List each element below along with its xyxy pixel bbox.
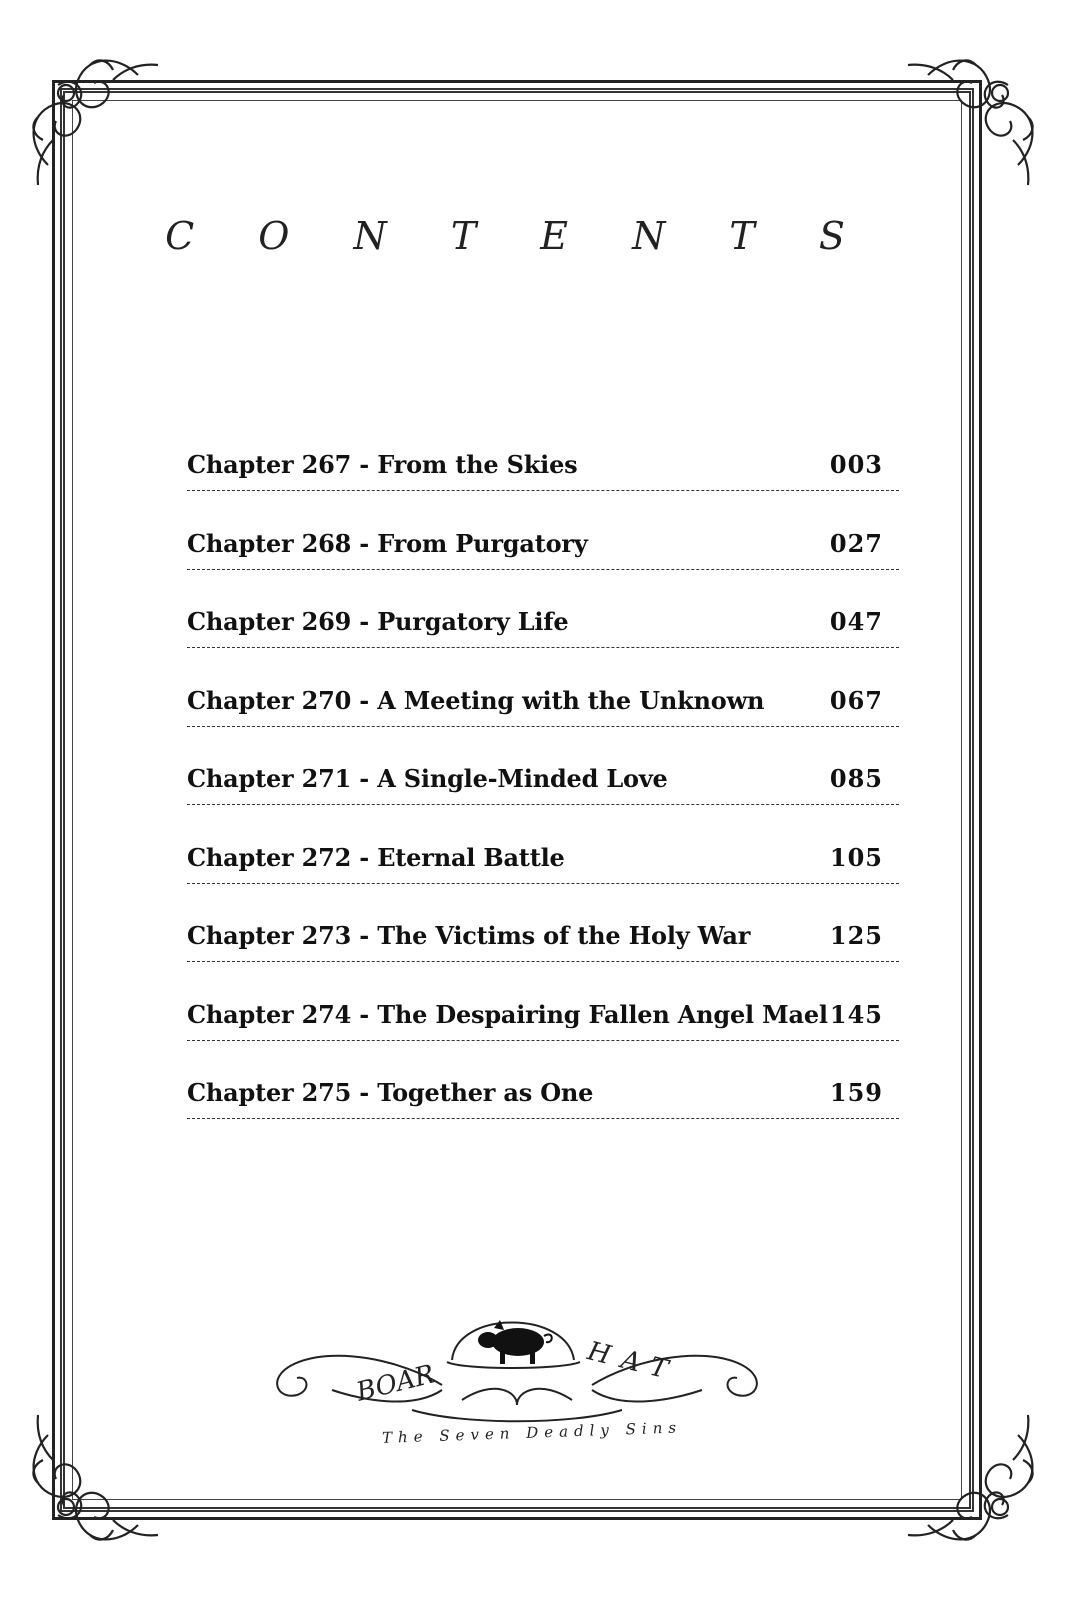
- toc-entry: [187, 684, 899, 763]
- baroque-scroll-icon: [18, 45, 168, 195]
- baroque-scroll-icon: [898, 1405, 1048, 1555]
- page-number: 085: [829, 764, 883, 793]
- page-number: 047: [829, 607, 883, 636]
- page-number: 105: [829, 842, 883, 872]
- dashed-leader: [187, 726, 899, 727]
- toc-entry: [187, 998, 899, 1077]
- chapter-label: Chapter 275 - Together as One: [187, 1078, 594, 1107]
- page-number: 067: [829, 685, 883, 715]
- page-number: 159: [829, 1078, 883, 1107]
- dashed-leader: [187, 490, 899, 491]
- dashed-leader: [187, 804, 899, 805]
- table-of-contents: [187, 448, 899, 1155]
- dashed-leader: [187, 569, 899, 570]
- chapter-label: Chapter 274 - The Despairing Fallen Angel Mael: [187, 999, 828, 1029]
- logo-subtitle: The Seven Deadly Sins: [381, 1418, 683, 1447]
- toc-entry: [187, 448, 899, 527]
- chapter-label: Chapter 273 - The Victims of the Holy War: [187, 921, 751, 950]
- chapter-label: Chapter 268 - From Purgatory: [187, 528, 588, 558]
- dashed-leader: [187, 961, 899, 962]
- chapter-label: Chapter 269 - Purgatory Life: [187, 607, 569, 636]
- baroque-scroll-icon: [18, 1405, 168, 1555]
- chapter-label: Chapter 272 - Eternal Battle: [187, 842, 565, 872]
- logo-left-word: BOAR: [353, 1359, 438, 1408]
- toc-entry: [187, 841, 899, 920]
- page-title: C O N T E N T S: [165, 214, 871, 258]
- dashed-leader: [187, 1040, 899, 1041]
- dashed-leader: [187, 883, 899, 884]
- baroque-scroll-icon: [898, 45, 1048, 195]
- chapter-label: Chapter 270 - A Meeting with the Unknown: [187, 685, 765, 715]
- toc-entry: [187, 527, 899, 606]
- toc-entry: [187, 762, 899, 841]
- toc-entry: [187, 919, 899, 998]
- toc-entry: [187, 1076, 899, 1155]
- chapter-label: Chapter 271 - A Single-Minded Love: [187, 764, 668, 793]
- logo-right-word: HAT: [584, 1336, 683, 1389]
- page-number: 145: [829, 999, 883, 1029]
- page-number: 003: [829, 450, 883, 479]
- chapter-label: Chapter 267 - From the Skies: [187, 450, 578, 479]
- page-number: 027: [829, 528, 883, 558]
- toc-entry: [187, 605, 899, 684]
- dashed-leader: [187, 1118, 899, 1119]
- boar-hat-logo: [262, 1290, 782, 1460]
- page-number: 125: [829, 921, 883, 950]
- dashed-leader: [187, 647, 899, 648]
